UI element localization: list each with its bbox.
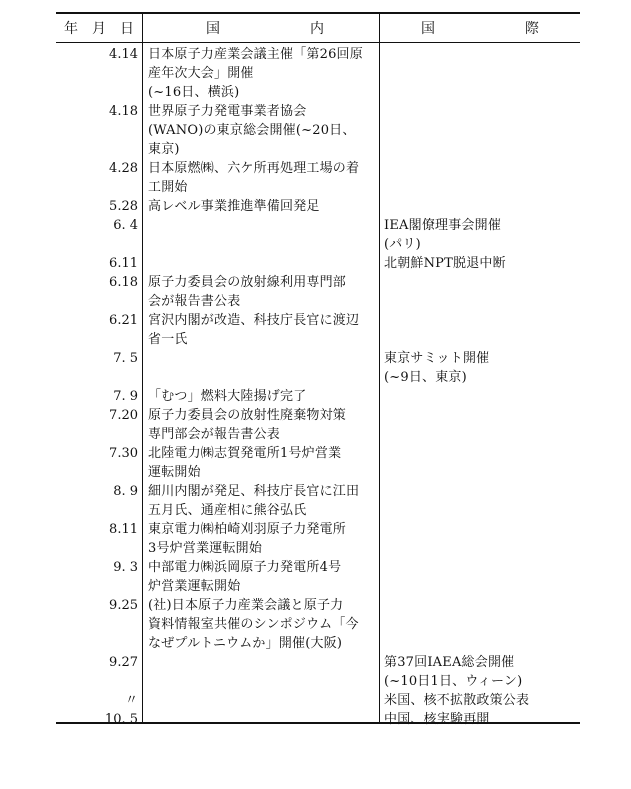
entry-domestic-line: 中部電力㈱浜岡原子力発電所4号 [148,560,342,575]
entry-domestic [148,311,376,349]
column-divider-date [142,12,143,724]
entry-international [384,216,579,254]
entry-date: 7. 5 [113,351,138,366]
header-year: 年 [64,21,78,37]
entry-domestic-line: (社)日本原子力産業会議と原子力 [148,598,344,613]
header-domestic-char-2: 内 [310,21,324,37]
entry-domestic-line: 工開始 [148,180,188,195]
header-domestic [206,17,324,39]
entry-domestic-line: 日本原子力産業会議主催「第26回原 [148,47,363,62]
entry-date: 7.30 [109,446,138,461]
entry-domestic [148,387,376,406]
entry-date: 7.20 [109,408,138,423]
entry-date: 9. 3 [113,560,138,575]
entry-international-line: 米国、核不拡散政策公表 [384,693,530,708]
entry-domestic-line: 細川内閣が発足、科技庁長官に江田 [148,484,360,499]
header-domestic-char-1: 国 [206,21,220,37]
entry-domestic-line: (~16日、横浜) [148,85,240,100]
entry-domestic [148,197,376,216]
entry-domestic-line: 高レベル事業推進準備回発足 [148,199,320,214]
entry-domestic [148,558,376,596]
table-top-rule [56,12,580,14]
entry-date: 10. 5 [104,712,138,727]
entry-domestic [148,520,376,558]
entry-domestic-line: 原子力委員会の放射性廃棄物対策 [148,408,347,423]
entry-domestic [148,45,376,102]
entry-international-line: 中国、核実験再開 [384,712,490,727]
entry-date: 4.14 [109,47,138,62]
entry-domestic-line: 運転開始 [148,465,201,480]
entry-international [384,254,579,273]
header-international-char-1: 国 [421,21,435,37]
entry-domestic-line: 「むつ」燃料大陸揚げ完了 [148,389,307,404]
entry-date: 6.11 [109,256,138,271]
header-month: 月 [92,21,106,37]
entry-domestic-line: 五月氏、通産相に熊谷弘氏 [148,503,307,518]
entry-domestic-line: 東京電力㈱柏崎刈羽原子力発電所 [148,522,347,537]
entry-domestic-line: 産年次大会」開催 [148,66,254,81]
entry-international [384,349,579,387]
entry-domestic-line: 資料情報室共催のシンポジウム「今 [148,617,359,632]
entry-international-line: IEA閣僚理事会開催 [384,218,502,233]
entry-domestic [148,482,376,520]
entry-domestic-line: 炉営業運転開始 [148,579,241,594]
entry-domestic [148,406,376,444]
entry-domestic-line: 世界原子力発電事業者協会 [148,104,307,119]
header-international-char-2: 際 [525,21,539,37]
entry-international-line: 第37回IAEA総会開催 [384,655,515,670]
entry-international-line: (~10日1日、ウィーン) [384,674,523,689]
entry-international [384,691,579,710]
entry-domestic-line: なぜプルトニウムか」開催(大阪) [148,636,343,651]
entry-domestic-line: 北陸電力㈱志賀発電所1号炉営業 [148,446,342,461]
entry-domestic-line: 省一氏 [148,332,188,347]
entry-domestic-line: (WANO)の東京総会開催(~20日、 [148,123,356,138]
entry-date: 4.28 [109,161,138,176]
entry-international-line: 東京サミット開催 [384,351,490,366]
entry-date: 9.25 [109,598,138,613]
entry-domestic [148,444,376,482]
entry-domestic-line: 専門部会が報告書公表 [148,427,281,442]
entry-domestic-line: 3号炉営業運転開始 [148,541,263,556]
entry-date: 4.18 [109,104,138,119]
entry-date: 8.11 [109,522,138,537]
entry-international-line: (パリ) [384,237,421,252]
header-day: 日 [120,21,134,37]
entry-international-line: 北朝鮮NPT脱退中断 [384,256,506,271]
entry-domestic-line: 宮沢内閣が改造、科技庁長官に渡辺 [148,313,360,328]
header-international [421,17,539,39]
entry-date: 5.28 [109,199,138,214]
entry-date: 6. 4 [113,218,138,233]
entry-domestic-line: 東京) [148,142,180,157]
entry-domestic-line: 会が報告書公表 [148,294,241,309]
entry-domestic [148,273,376,311]
chronology-table [56,12,580,727]
entry-domestic-line: 日本原燃㈱、六ケ所再処理工場の着 [148,161,360,176]
entry-date: 7. 9 [113,389,138,404]
entry-international [384,653,579,691]
entry-date: 6.18 [109,275,138,290]
entry-international [384,710,579,729]
entry-date: 6.21 [109,313,138,328]
entry-domestic [148,159,376,197]
entry-date: 8. 9 [113,484,138,499]
entry-date: 9.27 [109,655,138,670]
header-rule [56,42,580,43]
header-date [64,17,134,39]
entry-date: 〃 [124,693,138,708]
entry-domestic-line: 原子力委員会の放射線利用専門部 [148,275,347,290]
entry-domestic [148,102,376,159]
column-divider-domestic [379,12,380,724]
entry-international-line: (~9日、東京) [384,370,467,385]
entry-domestic [148,596,376,653]
